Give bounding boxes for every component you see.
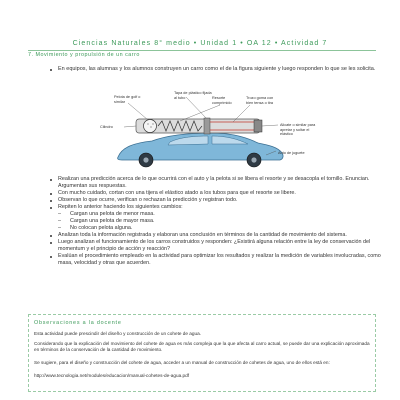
sub-item: – No colocan pelota alguna. <box>58 225 133 231</box>
list-item <box>58 253 384 267</box>
list-item <box>58 204 384 211</box>
teacher-note-p3: Se sugiere, para el diseño y construcción del cohete de agua, acceder a un manual de construcción de cohetes de agua, uno de ellos está en: <box>34 360 330 365</box>
sub-item-text: Cargan una pelota de menor masa. <box>70 211 155 217</box>
label-tube-cap: Tapa de plástico fijada al tubo <box>174 91 212 100</box>
label-clamp: Alicate o similar para apretar y soltar el elástico <box>280 123 316 137</box>
label-cord: Trozo goma con bien tensa o tira <box>246 96 274 105</box>
teacher-notes-title: Observaciones a la docente <box>34 320 122 326</box>
page-header: Ciencias Naturales 8° medio • Unidad 1 • OA 12 • Actividad 7 <box>72 40 328 47</box>
teacher-note-p2: Considerando que la explicación del movimiento del cohete de agua es más compleja que la que afecta al carro actual, se puede dar una explicación aproximada en términos de la conservación de la cantidad de movimiento. <box>34 341 370 353</box>
list-item <box>58 190 384 197</box>
list-item-text: Evalúan el procedimiento empleado en la actividad para optimizar los resultados y realizar la medición de variables involucradas, como masa, velocidad y otras que acuerden. <box>58 253 381 266</box>
list-item <box>58 232 384 239</box>
header-divider <box>28 50 376 51</box>
sub-item: – Cargan una pelota de mayor masa. <box>58 218 155 224</box>
activity-steps <box>58 176 384 267</box>
intro-text: En equipos, las alumnas y los alumnos construyen un carro como el de la figura siguiente y luego responden lo que se les solicita. <box>58 66 376 72</box>
car-launcher-figure <box>100 91 316 168</box>
label-cylinder: Cilindro <box>100 125 113 129</box>
list-item <box>58 197 384 204</box>
list-item-text: Repiten lo anterior haciendo los siguientes cambios: <box>58 204 183 210</box>
list-item-text: Realizan una predicción acerca de lo que ocurrirá con el auto y la pelota si se libera el resorte y se desacopla el tornillo. Enuncian. Argumentan sus respuestas. <box>58 176 370 189</box>
label-spring: Resorte comprimido <box>212 96 232 105</box>
sub-item: – Cargan una pelota de menor masa. <box>58 211 155 217</box>
section-subtitle: 7. Movimiento y propulsión de un carro <box>28 52 140 58</box>
list-item <box>58 176 384 190</box>
list-item <box>58 239 384 253</box>
list-item-text: Luego analizan el funcionamiento de los carros construidos y responden: ¿Existirá alguna relación entre la ley de conservación del momentum y el principio de acción y reacción? <box>58 239 371 252</box>
list-item-text: Analizan toda la información registrada y elaboran una conclusión en términos de la cantidad de movimiento del sistema. <box>58 232 347 238</box>
label-ball: Pelota de golf o similar <box>114 95 141 104</box>
teacher-note-p1: Esta actividad puede prescindir del diseño y construcción de un cohete de agua. <box>34 331 202 336</box>
list-item-text: Con mucho cuidado, cortan con una tijera el elástico atado a los tubos para que el resorte se libere. <box>58 190 296 196</box>
sub-item-text: Cargan una pelota de mayor masa. <box>70 218 155 224</box>
label-base: Auto de juguete <box>278 151 305 155</box>
bullet <box>50 69 52 71</box>
resource-link[interactable]: http://www.tecnologia.net/modules/educacion/manual-cohetes-de-agua.pdf <box>34 373 190 378</box>
sub-item-text: No colocan pelota alguna. <box>70 225 133 231</box>
list-item-text: Observan lo que ocurre, verifican o rechazan la predicción y registran todo. <box>58 197 238 203</box>
